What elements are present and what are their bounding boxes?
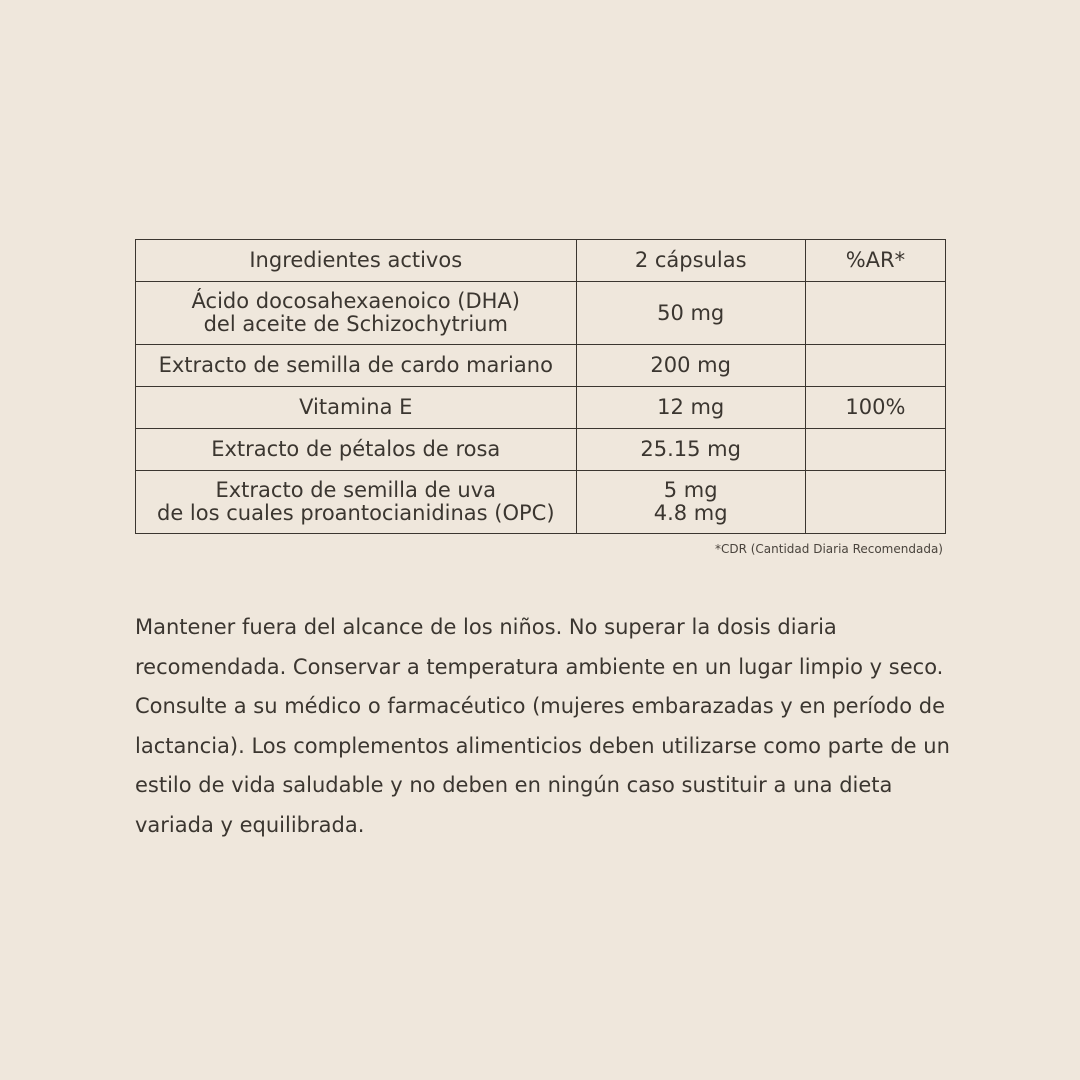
dose-cell [576, 345, 805, 387]
dose-value: 4.8 mg [653, 501, 728, 525]
ingredient-line: Extracto de semilla de uva [215, 478, 497, 502]
ingredient-line: Ácido docosahexaenoico (DHA) [191, 289, 520, 313]
ingredient-cell [136, 282, 577, 345]
table-header-row [136, 240, 946, 282]
ingredient-cell [136, 387, 577, 429]
warning-paragraph: Mantener fuera del alcance de los niños. No superar la dosis diaria recomendada. Conservar a temperatura ambiente en un lugar limpio y seco. Consulte a su médico o farmacéutico (mujeres embarazadas y en período de lactancia). Los complementos alimenticios deben utilizarse como parte de un estilo de vida saludable y no deben en ningún caso sustituir a una dieta variada y equilibrada. [135, 615, 950, 837]
ar-cell [805, 345, 945, 387]
table-row [136, 282, 946, 345]
ingredient-line: de los cuales proantocianidinas (OPC) [157, 501, 555, 525]
ingredient-line: Extracto de semilla de cardo mariano [158, 353, 553, 377]
table-row [136, 429, 946, 471]
ingredient-cell [136, 429, 577, 471]
ingredient-cell [136, 345, 577, 387]
ar-cell [805, 429, 945, 471]
dose-value: 12 mg [657, 395, 725, 419]
cdr-footnote: *CDR (Cantidad Diaria Recomendada) [714, 542, 943, 556]
dose-value: 200 mg [650, 353, 731, 377]
ar-cell: 100% [805, 387, 945, 429]
ingredient-cell [136, 471, 577, 534]
dose-cell [576, 429, 805, 471]
dose-value: 5 mg [663, 478, 718, 502]
header-ingredients: Ingredientes activos [136, 240, 577, 282]
dose-cell [576, 387, 805, 429]
header-dose: 2 cápsulas [576, 240, 805, 282]
table-row [136, 471, 946, 534]
ar-cell [805, 471, 945, 534]
dose-cell [576, 282, 805, 345]
ingredient-line: Vitamina E [299, 395, 413, 419]
table-row [136, 387, 946, 429]
header-ar: %AR* [805, 240, 945, 282]
dose-value: 50 mg [657, 300, 725, 325]
ingredient-line: Extracto de pétalos de rosa [211, 437, 501, 461]
ingredient-line: del aceite de Schizochytrium [203, 312, 508, 336]
dose-value: 25.15 mg [640, 437, 741, 461]
ar-cell [805, 282, 945, 345]
table-row [136, 345, 946, 387]
ingredients-table [135, 239, 946, 534]
dose-cell [576, 471, 805, 534]
